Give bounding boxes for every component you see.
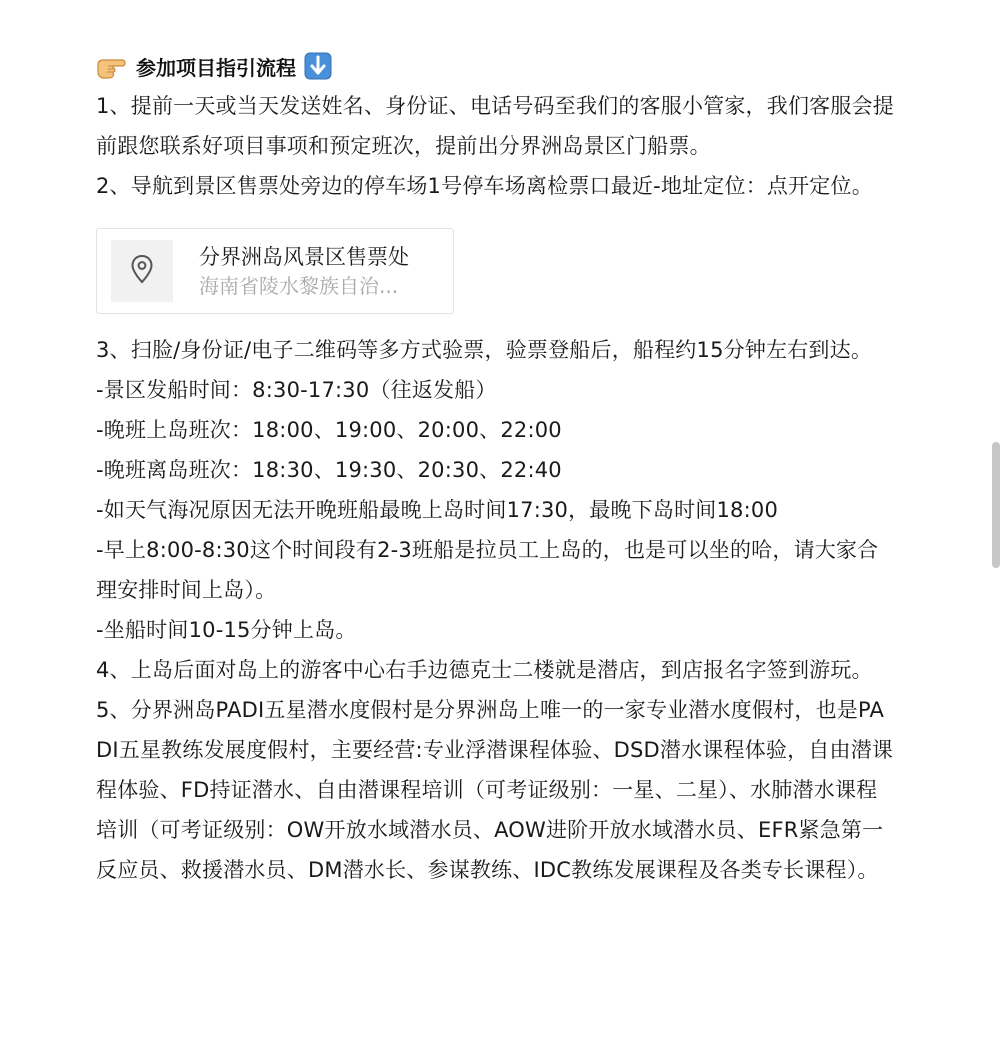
location-card[interactable] [96,228,454,314]
paragraph-weather-note: -如天气海况原因无法开晚班船最晚上岛时间17:30，最晚下岛时间18:00 [96,498,779,522]
location-card-title: 分界洲岛风景区售票处 [199,245,409,269]
location-card-text [199,242,409,300]
location-pin-icon [130,254,154,288]
location-card-address: 海南省陵水黎族自治... [199,274,399,298]
paragraph-evening-to-island: -晚班上岛班次：18:00、19:00、20:00、22:00 [96,418,562,442]
paragraph-step-1: 1、提前一天或当天发送姓名、身份证、电话号码至我们的客服小管家，我们客服会提前跟您联系好项目事项和预定班次，提前出分界洲岛景区门船票。 [96,94,894,158]
paragraph-step-4: 4、上岛后面对岛上的游客中心右手边德克士二楼就是潜店，到店报名字签到游玩。 [96,658,873,682]
paragraph-evening-from-island: -晚班离岛班次：18:30、19:30、20:30、22:40 [96,458,562,482]
paragraph-step-3: 3、扫脸/身份证/电子二维码等多方式验票，验票登船后，船程约15分钟左右到达。 [96,338,873,362]
section-heading-text: 参加项目指引流程 [136,55,296,80]
location-pin-tile [111,240,173,302]
vertical-scrollbar[interactable] [992,442,1000,568]
down-arrow-icon [304,52,332,80]
section-heading [96,46,896,86]
article-body [96,46,896,890]
paragraph-step-2: 2、导航到景区售票处旁边的停车场1号停车场离检票口最近-地址定位：点开定位。 [96,174,873,198]
backhand-pointing-right-icon [96,53,126,79]
paragraph-step-5: 5、分界洲岛PADI五星潜水度假村是分界洲岛上唯一的一家专业潜水度假村，也是PADI五星教练发展度假村，主要经营:专业浮潜课程体验、DSD潜水课程体验，自由潜课程体验、FD持证潜水、自由潜课程培训（可考证级别：一星、二星）、水肺潜水课程培训（可考证级别：OW开放水域潜水员、AOW进阶开放水域潜水员、EFR紧急第一反应员、救援潜水员、DM潜水长、参谋教练、IDC教练发展课程及各类专长课程）。 [96,698,894,882]
paragraph-boat-duration: -坐船时间10-15分钟上岛。 [96,618,357,642]
paragraph-staff-boat-note: -早上8:00-8:30这个时间段有2-3班船是拉员工上岛的，也是可以坐的哈，请大家合理安排时间上岛）。 [96,538,879,602]
paragraph-departure-time: -景区发船时间：8:30-17:30（往返发船） [96,378,497,402]
